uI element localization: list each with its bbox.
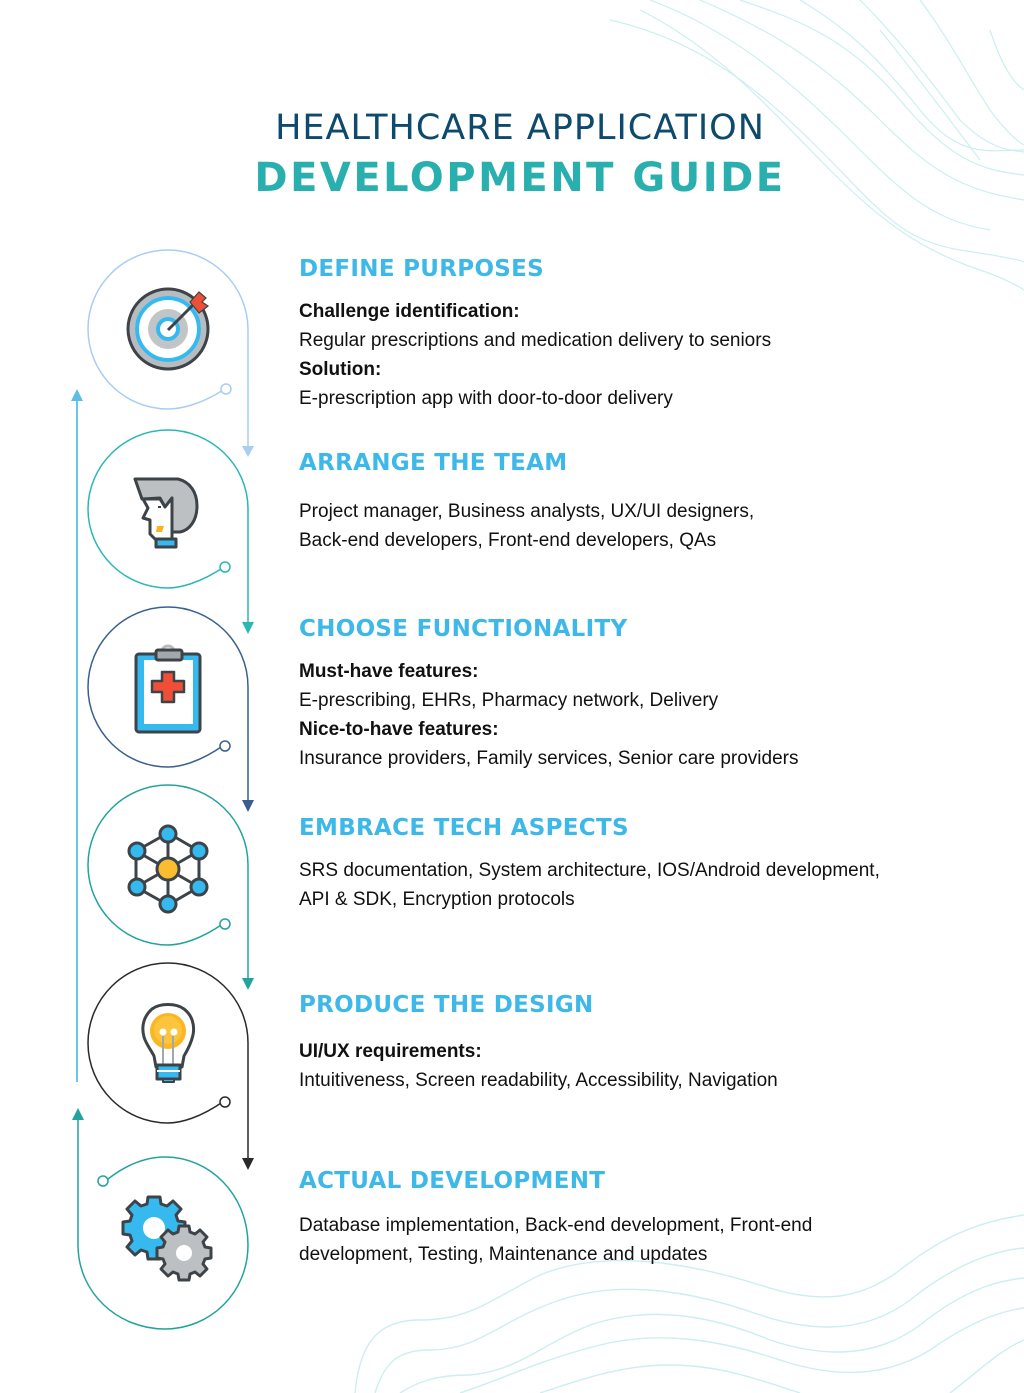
step-text: SRS documentation, System architecture, IOS/Android development, <box>299 860 880 881</box>
step-text-label: UI/UX requirements: <box>299 1041 482 1062</box>
step-text-label: Solution: <box>299 359 382 380</box>
gears-icon <box>123 1197 211 1280</box>
page-title-line-1: HEALTHCARE APPLICATION <box>275 108 765 148</box>
step-text: Regular prescriptions and medication delivery to seniors <box>299 330 772 351</box>
person-head-icon <box>135 479 197 547</box>
step-text-label: Challenge identification: <box>299 301 520 322</box>
step-text: API & SDK, Encryption protocols <box>299 889 575 910</box>
step-choose-functionality <box>299 615 798 773</box>
lightbulb-icon <box>143 1005 194 1083</box>
page-title-line-2: DEVELOPMENT GUIDE <box>254 155 786 201</box>
step-text: Project manager, Business analysts, UX/UI designers, <box>299 501 755 522</box>
step-produce-design <box>299 991 778 1095</box>
step-heading: ARRANGE THE TEAM <box>299 450 568 476</box>
step-text: E-prescribing, EHRs, Pharmacy network, Delivery <box>299 690 719 711</box>
process-flow-diagram <box>0 0 300 1393</box>
step-arrange-team <box>299 449 754 555</box>
step-heading: PRODUCE THE DESIGN <box>299 992 594 1018</box>
step-heading: CHOOSE FUNCTIONALITY <box>299 616 628 642</box>
network-nodes-icon <box>129 826 207 912</box>
step-embrace-tech-aspects <box>299 814 880 914</box>
step-heading: ACTUAL DEVELOPMENT <box>299 1168 606 1194</box>
step-heading: DEFINE PURPOSES <box>299 256 545 282</box>
step-actual-development <box>299 1167 812 1269</box>
step-heading: EMBRACE TECH ASPECTS <box>299 815 629 841</box>
step-text-label: Must-have features: <box>299 661 479 682</box>
step-text: Back-end developers, Front-end developers, QAs <box>299 530 717 551</box>
medical-clipboard-icon <box>136 646 200 732</box>
step-define-purposes <box>299 255 771 413</box>
step-text: Insurance providers, Family services, Senior care providers <box>299 748 799 769</box>
step-text: Intuitiveness, Screen readability, Accessibility, Navigation <box>299 1070 778 1091</box>
step-text-label: Nice-to-have features: <box>299 719 499 740</box>
step-text: development, Testing, Maintenance and updates <box>299 1244 708 1265</box>
target-icon <box>128 289 208 369</box>
step-text: Database implementation, Back-end development, Front-end <box>299 1215 813 1236</box>
step-text: E-prescription app with door-to-door delivery <box>299 388 673 409</box>
